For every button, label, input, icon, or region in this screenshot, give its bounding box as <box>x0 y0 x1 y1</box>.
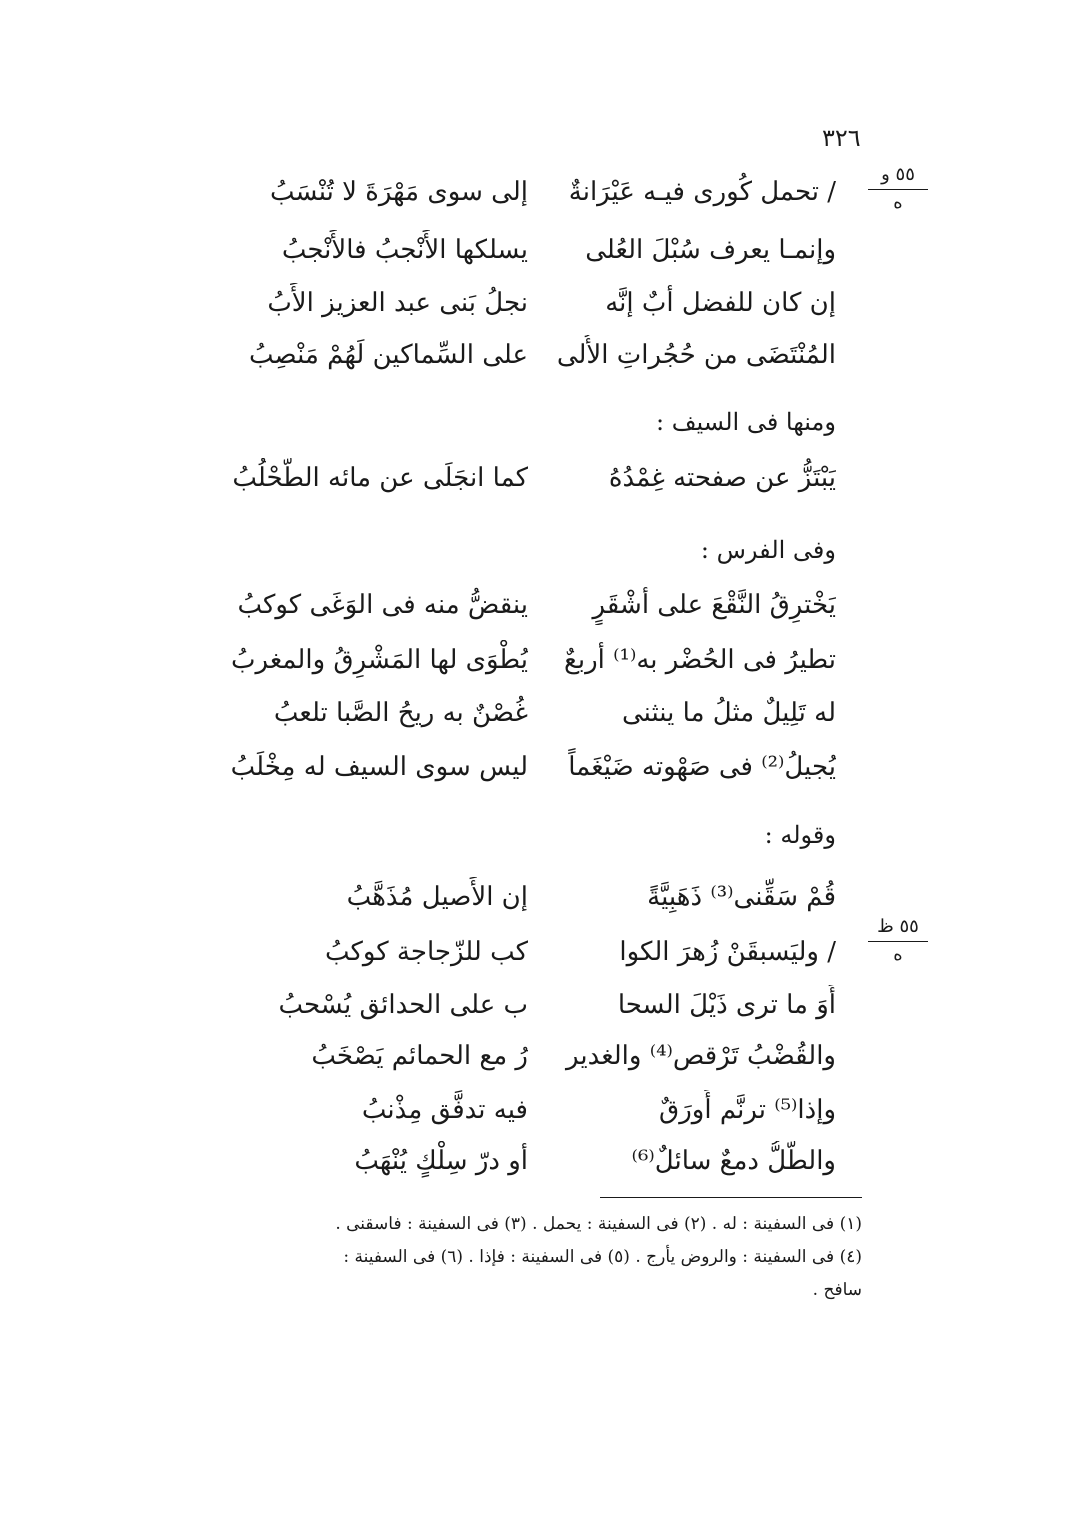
first-hemistich: له تَلِيلٌ مثلُ ما ينثنى <box>621 698 836 728</box>
first-hemistich: تطيرُ فى الحُضْر به⁽¹⁾ أربعٌ <box>564 645 836 675</box>
second-hemistich: أو درّ سِلْكٍ يُنْهَبُ <box>354 1146 528 1176</box>
second-hemistich: ينقضُّ منه فى الوَغَى كوكبُ <box>237 590 528 620</box>
section-heading-sword: ومنها فى السيف : <box>656 408 836 436</box>
verse-line <box>228 1090 836 1130</box>
verse-line <box>228 1036 836 1076</box>
first-hemistich: المُنْتَضَى من حُجُراتِ الأُلى <box>556 340 836 370</box>
folio-number: ٥٥ ظ <box>868 916 928 942</box>
folio-letter: ه <box>893 943 903 965</box>
first-hemistich: وإذا⁽⁵⁾ ترنَّم أَورَقٌ <box>659 1095 836 1125</box>
first-hemistich: وإنمـا يعرف سُبْلَ العُلى <box>585 235 836 265</box>
first-hemistich: / وليَسبقَنْ زُهرَ الكوا <box>619 937 836 967</box>
folio-letter: ه <box>893 191 903 213</box>
folio-marker <box>868 164 928 213</box>
second-hemistich: إن الأَصيل مُذَهَّبُ <box>346 882 528 912</box>
first-hemistich: يُجيلُ⁽²⁾ فى صَهْوته ضَيْغَماً <box>568 752 836 782</box>
footnote-line: (٤) فى السفينة : والروض يأرج . (٥) فى السفينة : فإذا . (٦) فى السفينة : <box>343 1247 862 1267</box>
second-hemistich: كب للزّجاجة كوكبُ <box>324 937 528 967</box>
footnote-line: (١) فى السفينة : له . (٢) فى السفينة : يحمل . (٣) فى السفينة : فاسقنى . <box>335 1214 862 1234</box>
first-hemistich: يَبْتَزُّ عن صفحته غِمْدُهُ <box>608 463 836 493</box>
second-hemistich: على السِّماكين لَهُمْ مَنْصِبُ <box>249 340 528 370</box>
verse-line <box>228 640 836 680</box>
section-heading-horse: وفى الفرس : <box>700 536 836 564</box>
first-hemistich: والقُضْبُ تَرْقص⁽⁴⁾ والغدير <box>565 1041 836 1071</box>
first-hemistich: والطَّلُّ دمعٌ سائلٌ⁽⁶⁾ <box>631 1146 836 1176</box>
second-hemistich: فيه تدفَّق مِذْنبُ <box>361 1095 528 1125</box>
verse-line <box>228 877 836 917</box>
footnote-divider <box>600 1197 862 1198</box>
second-hemistich: يسلكها الأَنْجبُ فالأَنْجبُ <box>281 235 528 265</box>
folio-number: ٥٥ و <box>868 164 928 190</box>
second-hemistich: نجلُ بَنى عبد العزيز الأَبُ <box>267 288 528 318</box>
verse-line <box>228 1141 836 1181</box>
section-heading-saying: وقوله : <box>764 821 836 849</box>
second-hemistich: يُطْوَى لها المَشْرِقُ والمغربُ <box>231 645 528 675</box>
verse-line <box>228 458 836 498</box>
verse-line <box>228 747 836 787</box>
first-hemistich: أَوَ ما ترى ذَيْلَ السحا <box>617 990 836 1020</box>
second-hemistich: ليس سوى السيف له مِخْلَبُ <box>230 752 528 782</box>
page-number: ٣٢٦ <box>822 124 861 152</box>
first-hemistich: يَخْترِقُ النَّقْعَ على أشْقَرٍ <box>592 590 836 620</box>
verse-line <box>228 172 836 212</box>
folio-marker <box>868 916 928 965</box>
second-hemistich: رُ مع الحمائم يَصْخَبُ <box>311 1041 528 1071</box>
verse-line <box>228 230 836 270</box>
second-hemistich: إلى سوى مَهْرَةَ لا تُنْسَبُ <box>270 177 528 207</box>
verse-line <box>228 585 836 625</box>
verse-line <box>228 693 836 733</box>
verse-line <box>228 985 836 1025</box>
second-hemistich: كما انجَلَى عن مائه الطُّحْلُبُ <box>232 463 528 493</box>
second-hemistich: غُصْنٌ به ريحُ الصَّبا تلعبُ <box>273 698 528 728</box>
footnote-line: سافح . <box>812 1280 862 1300</box>
first-hemistich: إن كان للفضل أبٌ إنَّه <box>605 288 836 318</box>
first-hemistich: / تحمل كُورى فيـه عَيْرَانةٌ <box>568 177 836 207</box>
first-hemistich: قُمْ سَقِّنى⁽³⁾ ذَهَبِيَّةً <box>647 882 836 912</box>
verse-line <box>228 932 836 972</box>
verse-line <box>228 335 836 375</box>
verse-line <box>228 283 836 323</box>
second-hemistich: ب على الحدائق يُسْحبُ <box>278 990 528 1020</box>
